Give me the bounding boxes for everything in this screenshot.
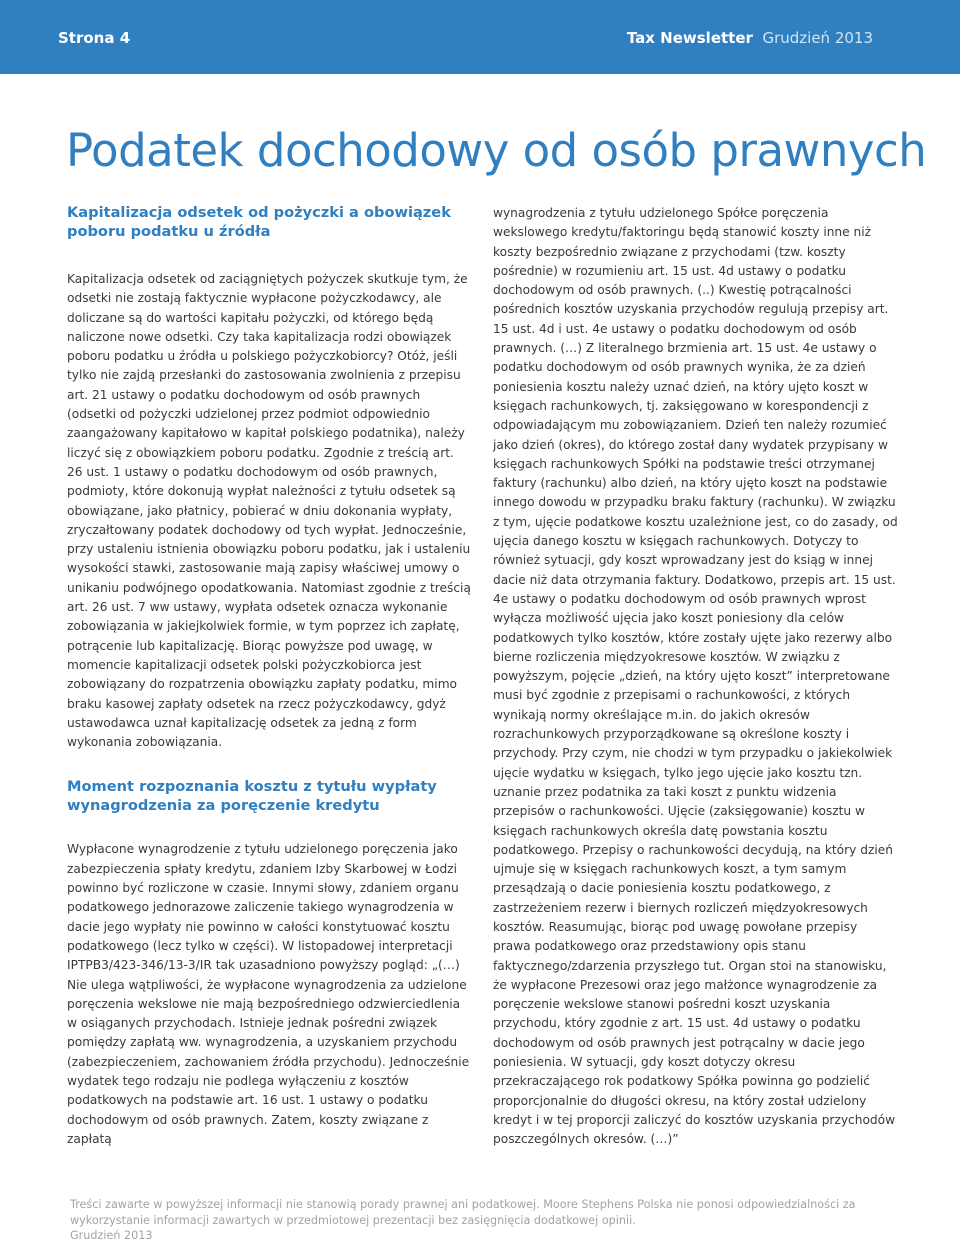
page-title: Podatek dochodowy od osób prawnych xyxy=(66,124,927,177)
section-body-capitalization: Kapitalizacja odsetek od zaciągniętych pożyczek skutkuje tym, że odsetki nie zostają faktycznie wypłacone pożyczkodawcy, ale doliczane są do wartości kapitału pożyczki, od którego będą naliczone nowe odsetki. Czy taka kapitalizacja rodzi obowiązek poboru podatku u źródła u polskiego pożyczkobiorcy? Otóż, jeśli tylko nie zajdą przesłanki do zastosowania zwolnienia z przepisu art. 21 ustawy o podatku dochodowym od osób prawnych (odsetki od pożyczki udzielonej przez podmiot odpowiednio zaangażowany kapitałowo w kapitał polskiego podatnika), należy liczyć się z obowiązkiem poboru podatku. Zgodnie z treścią art. 26 ust. 1 ustawy o podatku dochodowym od osób prawnych, podmioty, które dokonują wypłat należności z tytułu odsetek są obowiązane, jako płatnicy, pobierać w dniu dokonania wypłaty, zryczałtowany podatek dochodowy od tych wypłat. Jednocześnie, przy ustaleniu istnienia obowiązku poboru podatku, jak i ustaleniu wysokości stawki, zastosowanie mają zapisy właściwej umowy o unikaniu podwójnego opodatkowania. Natomiast zgodnie z treścią art. 26 ust. 7 ww ustawy, wypłata odsetek oznacza wykonanie zobowiązania w jakiejkolwiek formie, w tym poprzez ich zapłatę, potrącenie lub kapitalizację. Biorąc powyższe pod uwagę, w momencie kapitalizacji odsetek polski pożyczkobiorca jest zobowiązany do rozpatrzenia obowiązku zapłaty podatku, mimo braku kasowej zapłaty odsetek na rzecz pożyczkodawcy, gdyż ustawodawca uznał kapitalizację odsetek za jedną z form wykonania zobowiązania. xyxy=(67,272,471,750)
section-heading-guarantee: Moment rozpoznania kosztu z tytułu wypłaty wynagrodzenia za poręczenie kredytu xyxy=(67,778,437,815)
footer-date: Grudzień 2013 xyxy=(70,1229,153,1242)
newsletter-label xyxy=(627,29,873,47)
newsletter-date: Grudzień 2013 xyxy=(762,29,873,47)
section-body-guarantee: Wypłacone wynagrodzenie z tytułu udzielonego poręczenia jako zabezpieczenia spłaty kredytu, zdaniem Izby Skarbowej w Łodzi powinno być rozliczone w czasie. Innymi słowy, zdaniem organu podatkowego jednorazowe zaliczenie takiego wynagrodzenia w dacie jego wypłaty nie powinno w całości konstytuować kosztu podatkowego (lecz tylko w części). W listopadowej interpretacji IPTPB3/423-346/13-3/IR tak uzasadniono powyższy pogląd: „(…) Nie ulega wątpliwości, że wypłacone wynagrodzenia za udzielone poręczenia wekslowe nie mają bezpośredniego odzwierciedlenia w osiąganych przychodach. Istnieje jednak pośredni związek pomiędzy zapłatą ww. wynagrodzenia, a uzyskaniem przychodu (zabezpieczeniem, zachowaniem źródła przychodu). Jednocześnie wydatek tego rodzaju nie podlega wyłączeniu z kosztów podatkowych na podstawie art. 16 ust. 1 ustawy o podatku dochodowym od osób prawnych. Zatem, koszty związane z zapłatą xyxy=(67,842,470,1146)
left-column xyxy=(67,203,472,1149)
right-column-body: wynagrodzenia z tytułu udzielonego Spółce poręczenia wekslowego kredytu/faktoringu będą stanowić koszty inne niż koszty bezpośrednio związane z przychodami (tzw. koszty pośrednie) w rozumieniu art. 15 ust. 4d ustawy o podatku dochodowym od osób prawnych. (..) Kwestię potrącalności pośrednich kosztów uzyskania przychodów regulują przepisy art. 15 ust. 4d i ust. 4e ustawy o podatku dochodowym od osób prawnych. (…) Z literalnego brzmienia art. 15 ust. 4e ustawy o podatku dochodowym od osób prawnych wynika, że za dzień poniesienia kosztu należy uznać dzień, na który ujęto koszt w księgach rachunkowych, tj. zaksięgowano w korespondencji z odpowiadającym mu zobowiązaniem. Dzień ten należy rozumieć jako dzień (okres), do którego został dany wydatek przypisany w księgach rachunkowych Spółki na podstawie treści otrzymanej faktury (rachunku) albo dzień, na który ujęto koszt na podstawie innego dowodu w przypadku braku faktury (rachunku). W związku z tym, ujęcie podatkowe kosztu uzależnione jest, co do zasady, od ujęcia danego kosztu w księgach rachunkowych. Dotyczy to również sytuacji, gdy koszt wprowadzany jest do ksiąg w innej dacie niż data otrzymania faktury. Dodatkowo, przepis art. 15 ust. 4e ustawy o podatku dochodowym od osób prawnych wprost wyłącza możliwość ujęcia jako koszt poniesiony dla celów podatkowych tylko kosztów, które zostały ujęte jako rezerwy albo bierne rozliczenia międzyokresowe kosztów. W związku z powyższym, pojęcie „dzień, na który ujęto koszt” interpretowane musi być zgodnie z przepisami o rachunkowości, z których wynikają normy określające m.in. do jakich okresów rozrachunkowych przyporządkowane są określone koszty i przychody. Przy czym, nie chodzi w tym przypadku o jakiekolwiek ujęcie wydatku w księgach, tylko jego ujęcie jako kosztu tzn. uznanie przez podatnika za taki koszt z punktu widzenia przepisów o rachunkowości. Ujęcie (zaksięgowanie) kosztu w księgach rachunkowych określa datę powstania kosztu podatkowego. Przepisy o rachunkowości decydują, na który dzień ujmuje się w księgach rachunkowych koszt, a tym samym przesądzają o dacie poniesienia kosztu podatkowego, z zastrzeżeniem rezerw i biernych rozliczeń międzyokresowych kosztów. Reasumując, biorąc pod uwagę powołane przepisy prawa podatkowego oraz przedstawiony opis stanu faktycznego/zdarzenia przyszłego tut. Organ stoi na stanowisku, że wypłacone Prezesowi oraz jego małżonce wynagrodzenie za poręczenie wekslowe stanowi pośredni koszt uzyskania przychodu, który zgodnie z art. 15 ust. 4d ustawy o podatku dochodowym od osób prawnych jest potrącalny w dacie jego poniesienia. W sytuacji, gdy koszt dotyczy okresu przekraczającego rok podatkowy Spółka powinna go podzielić proporcjonalnie do długości okresu, na który został udzielony kredyt i w tej proporcji zaliczyć do kosztów uzyskania przychodów poszczególnych okresów. (…)” xyxy=(493,206,898,1147)
section-heading-capitalization: Kapitalizacja odsetek od pożyczki a obowiązek poboru podatku u źródła xyxy=(67,204,451,240)
right-column xyxy=(493,204,898,1150)
newsletter-name: Tax Newsletter xyxy=(626,29,753,47)
footer-disclaimer: Treści zawarte w powyższej informacji nie stanowią porady prawnej ani podatkowej. Moore Stephens Polska nie ponosi odpowiedzialności za wykorzystanie informacji zawartych w przedmiotowej prezentacji bez zasięgnięcia dodatkowej opinii. xyxy=(70,1198,856,1227)
footer xyxy=(70,1197,890,1242)
header-bar xyxy=(0,0,960,74)
page-number: Strona 4 xyxy=(58,29,131,47)
